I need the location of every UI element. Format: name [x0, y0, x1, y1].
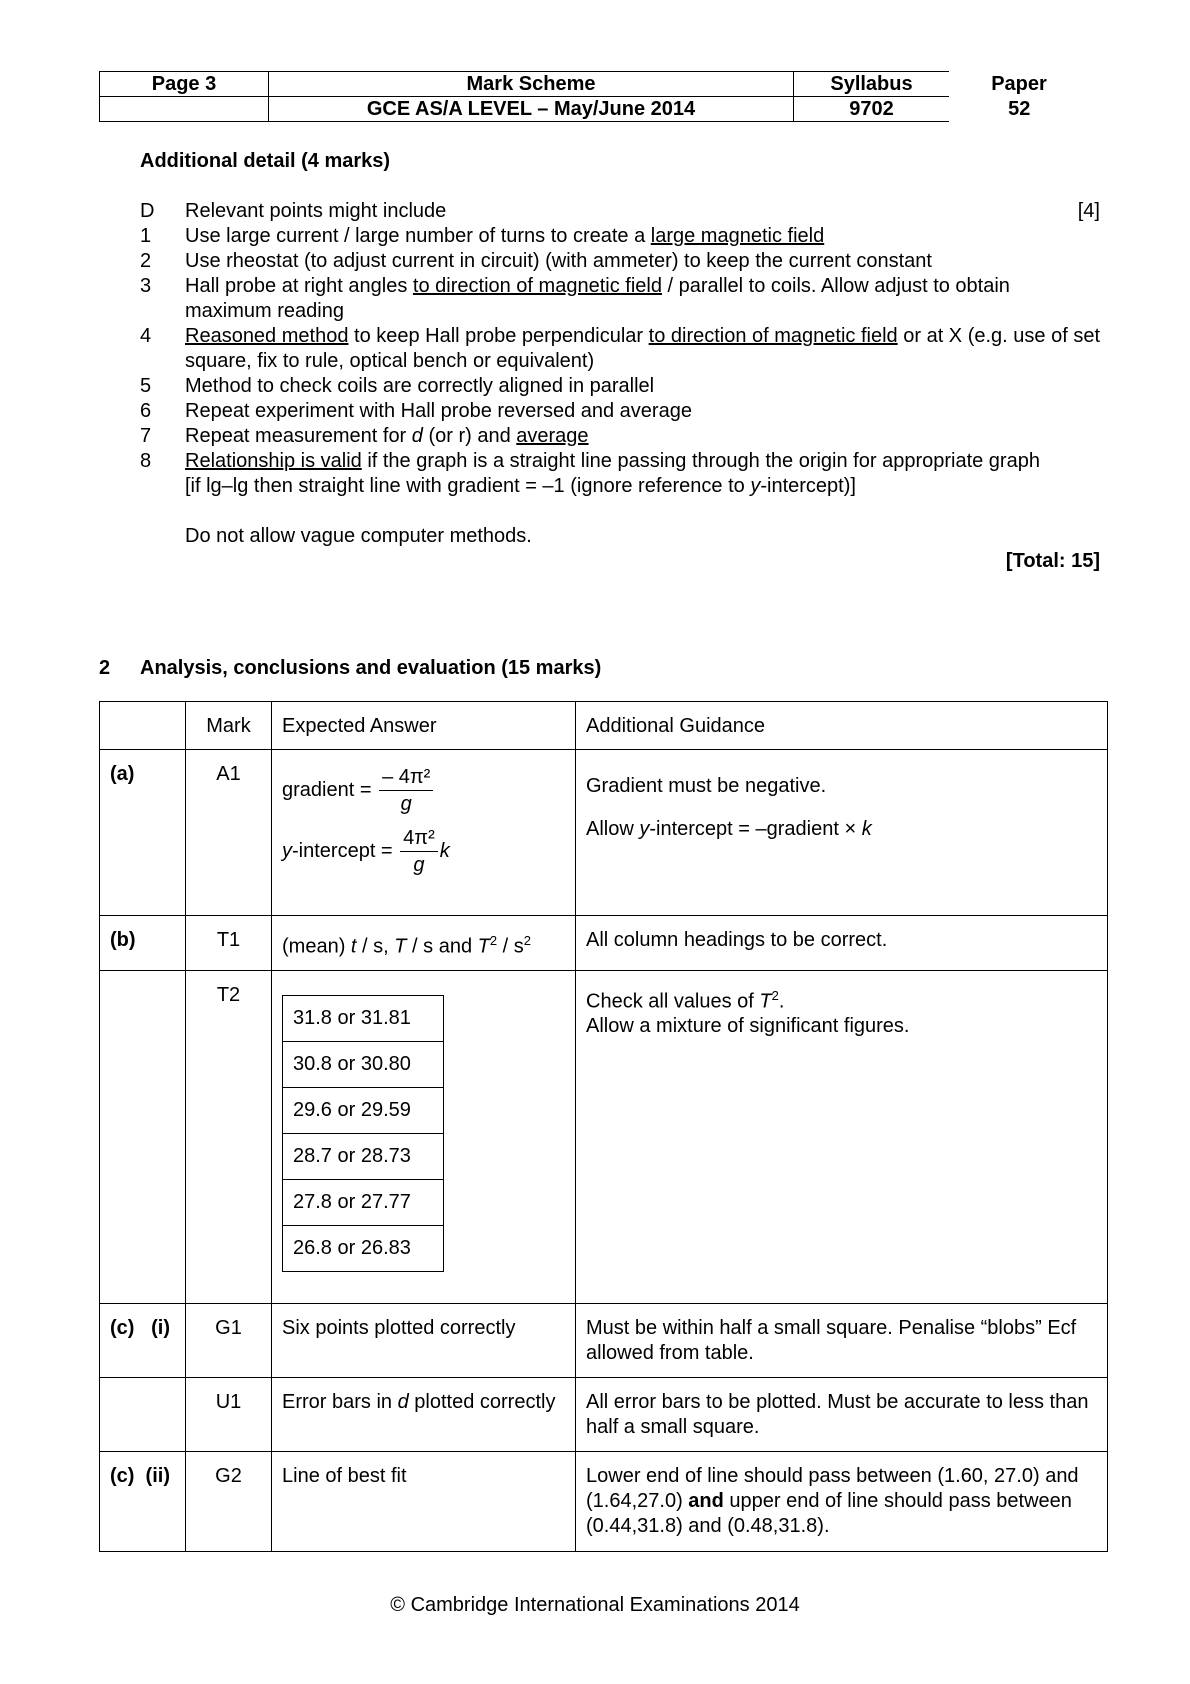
- table-row: [100, 970, 1108, 1303]
- expected-answer: [272, 970, 576, 1303]
- table-header-row: [100, 702, 1108, 750]
- mark-table: [99, 701, 1108, 1552]
- expected-answer: Error bars in d plotted correctly: [272, 1377, 576, 1451]
- guidance: All column headings to be correct.: [576, 916, 1108, 971]
- mark-code: T2: [186, 970, 272, 1303]
- part-label: (c) (ii): [100, 1451, 186, 1551]
- vague-note: Do not allow vague computer methods.: [185, 525, 532, 547]
- guidance: Gradient must be negative. Allow y-intercept = –gradient × k: [576, 750, 1108, 916]
- footer-copyright: © Cambridge International Examinations 2014: [390, 1594, 800, 1616]
- col-guidance: Additional Guidance: [576, 702, 1108, 750]
- guidance: Check all values of $T^2$. Allow a mixture of significant figures.: [576, 970, 1108, 1303]
- col-expected: Expected Answer: [272, 702, 576, 750]
- mark-code: U1: [186, 1377, 272, 1451]
- additional-heading: Additional detail (4 marks): [140, 150, 391, 172]
- expected-answer: Line of best fit: [272, 1451, 576, 1551]
- list-item: 2 Use rheostat (to adjust current in circuit) (with ammeter) to keep the current constant: [140, 250, 932, 272]
- guidance: Must be within half a small square. Penalise “blobs” Ecf allowed from table.: [576, 1303, 1108, 1377]
- expected-answer: gradient = $\frac{\text{– 4π²}}{g}$ y-intercept = $\frac{\text{4π²}}{g}$ k: [272, 750, 576, 916]
- paper-label: Paper: [991, 73, 1047, 95]
- table-row: [100, 1451, 1108, 1551]
- list-item: 6 Repeat experiment with Hall probe reversed and average: [140, 400, 692, 422]
- expected-answer: (mean) t / s, T / s and $T^2 / s^2$: [272, 916, 576, 971]
- table-row: [100, 1377, 1108, 1451]
- syllabus-label: Syllabus: [794, 72, 950, 97]
- guidance: Lower end of line should pass between (1.60, 27.0) and (1.64,27.0) and upper end of line should pass between (0.44,31.8) and (0.48,31.8).: [576, 1451, 1108, 1551]
- section2-title: Analysis, conclusions and evaluation (15 marks): [140, 657, 602, 679]
- section2-number: 2: [99, 657, 111, 679]
- list-item: 8 Relationship is valid if the graph is a straight line passing through the origin for appropriate graph: [140, 450, 1040, 472]
- additional-list: [140, 199, 1100, 574]
- scheme-title: Mark Scheme: [269, 72, 794, 97]
- mark-code: A1: [186, 750, 272, 916]
- value-cell: 26.8 or 26.83: [283, 1225, 444, 1271]
- total-mark: [Total: 15]: [1005, 550, 1100, 572]
- value-cell: 27.8 or 27.77: [283, 1179, 444, 1225]
- d-mark: [4]: [1077, 200, 1100, 222]
- mark-code: G1: [186, 1303, 272, 1377]
- mark-code: G2: [186, 1451, 272, 1551]
- mark-code: T1: [186, 916, 272, 971]
- page-number: Page 3: [100, 72, 269, 97]
- list-item: 3 Hall probe at right angles to direction of magnetic field / parallel to coils. Allow adjust to obtain maximum reading: [140, 275, 1010, 322]
- list-item: 1 Use large current / large number of turns to create a large magnetic field: [140, 225, 825, 247]
- header-table: [99, 71, 1090, 122]
- value-cell: 30.8 or 30.80: [283, 1041, 444, 1087]
- value-cell: 28.7 or 28.73: [283, 1133, 444, 1179]
- col-mark: Mark: [186, 702, 272, 750]
- exam-title: GCE AS/A LEVEL – May/June 2014: [269, 97, 794, 122]
- value-cell: 29.6 or 29.59: [283, 1087, 444, 1133]
- paper-number: 52: [1008, 98, 1031, 120]
- expected-answer: Six points plotted correctly: [272, 1303, 576, 1377]
- list-item: D Relevant points might include [4]: [140, 200, 1100, 222]
- table-row: [100, 916, 1108, 971]
- syllabus-code: 9702: [794, 97, 950, 122]
- part-label: (b): [100, 916, 186, 971]
- part-label: (c) (i): [100, 1303, 186, 1377]
- lglg-note: [if lg–lg then straight line with gradient = –1 (ignore reference to y-intercept)]: [185, 475, 856, 497]
- guidance: All error bars to be plotted. Must be accurate to less than half a small square.: [576, 1377, 1108, 1451]
- list-item: 4 Reasoned method to keep Hall probe perpendicular to direction of magnetic field or at X (e.g. use of set square, fix to rule, optical bench or equivalent): [140, 325, 1100, 372]
- list-item: 5 Method to check coils are correctly aligned in parallel: [140, 375, 655, 397]
- list-item: 7 Repeat measurement for d (or r) and average: [140, 425, 589, 447]
- table-row: [100, 1303, 1108, 1377]
- part-label: (a): [100, 750, 186, 916]
- values-table: [282, 995, 444, 1272]
- table-row: [100, 750, 1108, 916]
- value-cell: 31.8 or 31.81: [283, 995, 444, 1041]
